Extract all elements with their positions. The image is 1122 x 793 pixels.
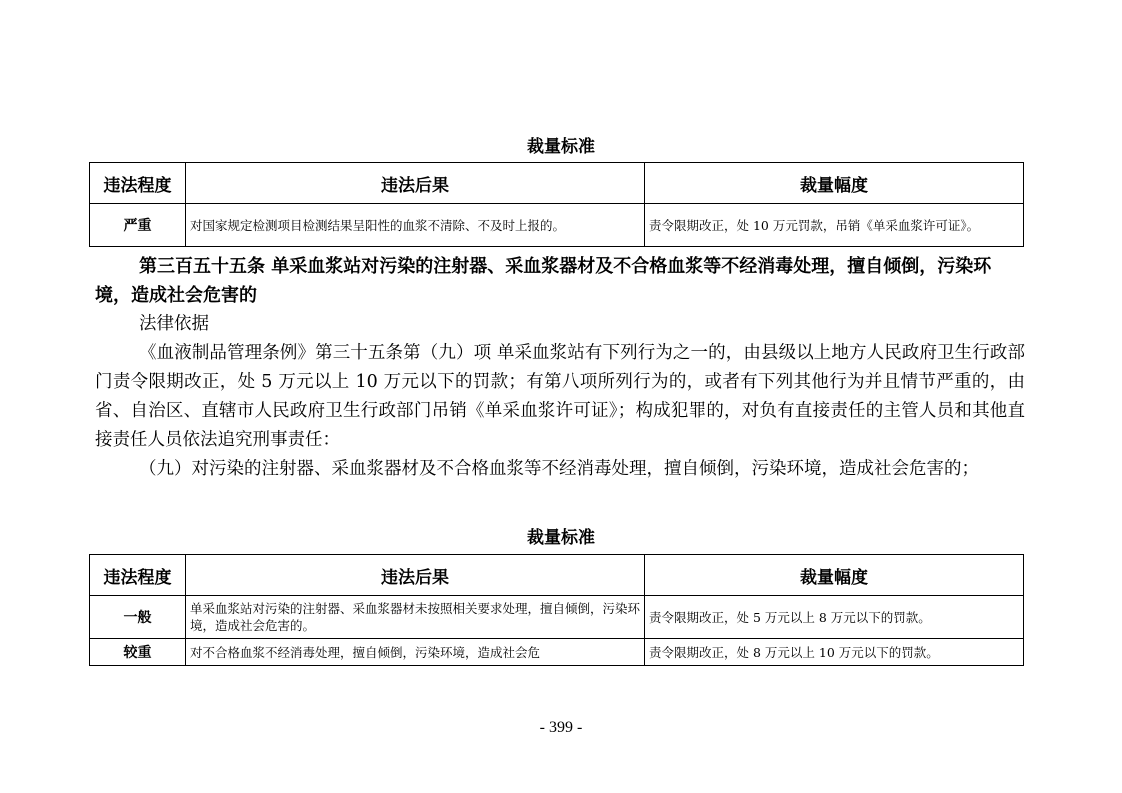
table-header-row	[90, 555, 1024, 596]
table2-title: 裁量标准	[527, 528, 595, 548]
column-header-range: 裁量幅度	[645, 555, 1024, 596]
range-cell: 责令限期改正，处 8 万元以上 10 万元以下的罚款。	[645, 639, 1024, 666]
clause-paragraph: （九）对污染的注射器、采血浆器材及不合格血浆等不经消毒处理，擅自倾倒，污染环境，造成社会危害的；	[139, 459, 979, 479]
consequence-cell: 对不合格血浆不经消毒处理，擅自倾倒，污染环境，造成社会危	[186, 639, 645, 666]
table-header-row	[90, 163, 1024, 204]
range-cell: 责令限期改正，处 5 万元以上 8 万元以下的罚款。	[645, 596, 1024, 639]
range-cell: 责令限期改正，处 10 万元罚款，吊销《单采血浆许可证》。	[645, 204, 1024, 247]
page-number: - 399 -	[539, 719, 583, 736]
column-header-degree: 违法程度	[90, 163, 186, 204]
consequence-cell: 单采血浆站对污染的注射器、采血浆器材未按照相关要求处理，擅自倾倒，污染环境，造成社会危害的。	[186, 596, 645, 639]
column-header-consequence: 违法后果	[186, 555, 645, 596]
article-heading: 第三百五十五条 单采血浆站对污染的注射器、采血浆器材及不合格血浆等不经消毒处理，擅自倾倒，污染环境，造成社会危害的	[95, 256, 992, 306]
table-row	[90, 204, 1024, 247]
table-row	[90, 596, 1024, 639]
legal-basis-paragraph: 《血液制品管理条例》第三十五条第（九）项 单采血浆站有下列行为之一的，由县级以上地方人民政府卫生行政部门责令限期改正，处 5 万元以上 10 万元以下的罚款；有第八项所列行为的，或者有下列其他行为并且情节严重的，由省、自治区、直辖市人民政府卫生行政部门吊销《单采血浆许可证》；构成犯罪的，对负有直接责任的主管人员和其他直接责任人员依法追究刑事责任：	[95, 343, 1025, 450]
column-header-range: 裁量幅度	[645, 163, 1024, 204]
consequence-cell: 对国家规定检测项目检测结果呈阳性的血浆不清除、不及时上报的。	[186, 204, 645, 247]
degree-cell: 较重	[90, 639, 186, 666]
table1-title: 裁量标准	[527, 137, 595, 157]
discretion-table-2	[89, 554, 1024, 666]
legal-basis-label: 法律依据	[139, 314, 209, 334]
column-header-consequence: 违法后果	[186, 163, 645, 204]
degree-cell: 严重	[90, 204, 186, 247]
table-row	[90, 639, 1024, 666]
degree-cell: 一般	[90, 596, 186, 639]
discretion-table-1	[89, 162, 1024, 247]
column-header-degree: 违法程度	[90, 555, 186, 596]
